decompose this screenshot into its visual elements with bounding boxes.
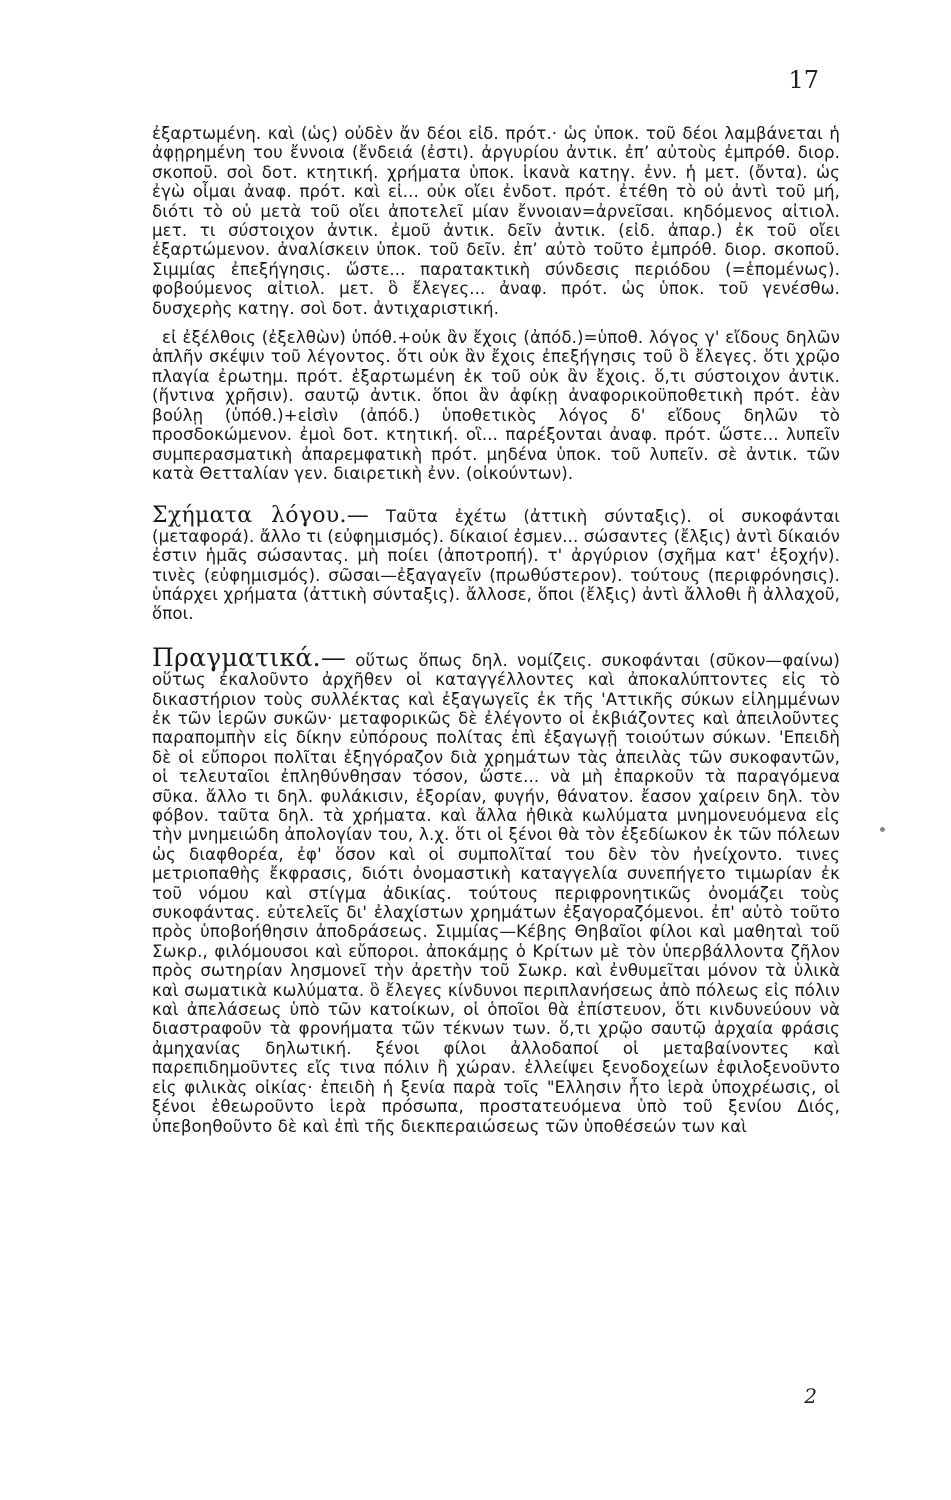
paragraph-syntax-1: ἐξαρτωμένη. καὶ (ὡς) οὐδὲν ἄν δέοι εἰδ. πρότ.· ὡς ὑποκ. τοῦ δέοι λαμβάνεται ἡ ἀφῃρημένη του ἔννοια (ἔνδειά (ἐστι). ἀργυρίου ἀντικ. ἐπ’ αὐτοὺς ἐμπρόθ. διορ. σκοποῦ. σοὶ δοτ. κτητική. χρήματα ὑποκ. ἱκανὰ κατηγ. ἐνν. ἡ μετ. (ὄντα). ὡς ἐγὼ οἶμαι ἀναφ. πρότ. καὶ εἰ... οὐκ οἴει ἐνδοτ. πρότ. ἐτέθη τὸ οὐ ἀντὶ τοῦ μή, διότι τὸ οὐ μετὰ τοῦ οἴει ἀποτελεῖ μίαν ἔννοιαν=ἀρνεῖσαι. κηδόμενος αἰτιολ. μετ. τι σύστοιχον ἀντικ. ἐμοῦ ἀντικ. δεῖν ἀντικ. (εἰδ. ἀπαρ.) ἐκ τοῦ οἴει ἐξαρτώμενον. ἀναλίσκειν ὑποκ. τοῦ δεῖν. ἐπ’ αὐτὸ τοῦτο ἐμπρόθ. διορ. σκοποῦ. Σιμμίας ἐπεξήγησις. ὥστε... παρατακτικὴ σύνδεσις περιόδου (=ἑπομένως). φοβούμενος αἰτιολ. μετ. ὃ ἔλεγες... ἀναφ. πρότ. ὡς ὑποκ. τοῦ γενέσθω. δυσχερὴς κατηγ. σοὶ δοτ. ἀντιχαριστική. xyxy=(152,124,840,318)
signature-mark: 2 xyxy=(804,1384,817,1408)
section-body-figures: Ταῦτα ἐχέτω (ἀττικὴ σύνταξις). οἱ συκοφάνται (μεταφορά). ἄλλο τι (εὐφημισμός). δίκαιοί ἐσμεν... σώσαντες (ἔλξις) ἀντὶ δίκαιόν ἐστιν ἡμᾶς σώσαντας. μὴ ποίει (ἀποτροπή). τ' ἀργύριον (σχῆμα κατ' ἐξοχήν). τινὲς (εὐφημισμός). σῶσαι—ἐξαγαγεῖν (πρωθύστερον). τούτους (περιφρόνησις). ὑπάρχει χρήματα (ἀττικὴ σύνταξις). ἄλλοσε, ὅποι (ἔλξις) ἀντὶ ἄλλοθι ἢ ἀλλαχοῦ, ὅποι. xyxy=(152,507,841,624)
section-heading-figures: Σχήματα λόγου.— xyxy=(152,503,370,529)
section-realia xyxy=(152,642,840,1136)
paragraph-syntax-2: εἰ ἐξέλθοις (ἐξελθὼν) ὑπόθ.+οὐκ ἂν ἔχοις (ἀπόδ.)=ὑποθ. λόγος γ' εἴδους δηλῶν ἁπλῆν σκέψιν τοῦ λέγοντος. ὅτι οὐκ ἂν ἔχοις ἐπεξήγησις τοῦ ὃ ἔλεγες. ὅτι χρῷο πλαγία ἐρωτημ. πρότ. ἐξαρτωμένη ἐκ τοῦ οὐκ ἂν ἔχοις. ὅ,τι σύστοιχον ἀντικ. (ἥντινα χρῆσιν). σαυτῷ ἀντικ. ὅποι ἂν ἀφίκῃ ἀναφορικοϋποθετικὴ πρότ. ἐὰν βούλῃ (ὑπόθ.)+εἰσὶν (ἀπόδ.) ὑποθετικὸς λόγος δ' εἴδους δηλῶν τὸ προσδοκώμενον. ἐμοὶ δοτ. κτητική. οἳ... παρέξονται ἀναφ. πρότ. ὥστε... λυπεῖν συμπερασματικὴ ἀπαρεμφατικὴ πρότ. μηδένα ὑποκ. τοῦ λυπεῖν. σὲ ἀντικ. τῶν κατὰ Θετταλίαν γεν. διαιρετικὴ ἐνν. (οἰκούντων). xyxy=(152,328,840,483)
margin-dot xyxy=(880,827,885,832)
section-heading-realia: Πραγματικά.— xyxy=(152,642,347,672)
text-block xyxy=(152,124,840,1136)
section-body-realia: οὕτως ὅπως δηλ. νομίζεις. συκοφάνται (σῦκον—φαίνω) οὕτως ἐκαλοῦντο ἀρχῆθεν οἱ καταγγέλλοντες καὶ ἀποκαλύπτοντες εἰς τὸ δικαστήριον τοὺς συλλέκτας καὶ ἐξαγωγεῖς ἐκ τῆς 'Αττικῆς σύκων εἰλημμένων ἐκ τῶν ἱερῶν συκῶν· μεταφορικῶς δὲ ἐλέγοντο οἱ ἐκβιάζοντες καὶ ἀπειλοῦντες παραπομπὴν εἰς δίκην εὐπόρους πολίτας ἐπὶ ἐξαγωγῇ τοιούτων σύκων. 'Επειδὴ δὲ οἱ εὔποροι πολῖται ἐξηγόραζον διὰ χρημάτων τὰς ἀπειλὰς τῶν συκοφαντῶν, οἱ τελευταῖοι ἐπληθύνθησαν τόσον, ὥστε... νὰ μὴ ἐπαρκοῦν τὰ παραγόμενα σῦκα. ἄλλο τι δηλ. φυλάκισιν, ἐξορίαν, φυγήν, θάνατον. ἔασον χαίρειν δηλ. τὸν φόβον. ταῦτα δηλ. τὰ χρήματα. καὶ ἄλλα ἠθικὰ κωλύματα μνημονευόμενα εἰς τὴν μνημειώδη ἀπολογίαν του, λ.χ. ὅτι οἱ ξένοι θὰ τὸν ἐξεδίωκον ἐκ τῶν πόλεων ὡς διαφθορέα, ἐφ' ὅσον καὶ οἱ συμπολῖταί του δὲν τὸν ἠνείχοντο. τινες μετριοπαθὴς ἔκφρασις, διότι ὀνομαστικὴ καταγγελία συνεπήγετο τιμωρίαν ἐκ τοῦ νόμου καὶ στίγμα ἀδικίας. τούτους περιφρονητικῶς ὀνομάζει τοὺς συκοφάντας. εὐτελεῖς δι' ἐλαχίστων χρημάτων ἐξαγοραζόμενοι. ἐπ' αὐτὸ τοῦτο πρὸς ὑποβοήθησιν ἀποδράσεως. Σιμμίας—Κέβης Θηβαῖοι φίλοι καὶ μαθηταὶ τοῦ Σωκρ., φιλόμουσοι καὶ εὔποροι. ἀποκάμῃς ὁ Κρίτων μὲ τὸν ὑπερβάλλοντα ζῆλον πρὸς σωτηρίαν λησμονεῖ τὴν ἀρετὴν τοῦ Σωκρ. καὶ ἐνθυμεῖται μόνον τὰ ὑλικὰ καὶ σωματικὰ κωλύματα. ὃ ἔλεγες κίνδυνοι περιπλανήσεως ἀπὸ πόλεως εἰς πόλιν καὶ ἀπελάσεως ὑπὸ τῶν κατοίκων, οἱ ὁποῖοι θὰ ἐπίστευον, ὅτι κινδυνεύουν νὰ διαστραφοῦν τὰ φρονήματα τῶν τέκνων των. ὅ,τι χρῷο σαυτῷ ἀρχαία φράσις ἀμηχανίας δηλωτική. ξένοι φίλοι ἀλλοδαποί οἱ μεταβαίνοντες καὶ παρεπιδημοῦντες εἴς τινα πόλιν ἢ χώραν. ἐλλείψει ξενοδοχείων ἐφιλοξενοῦντο εἰς φιλικὰς οἰκίας· ἐπειδὴ ἡ ξενία παρὰ τοῖς "Ελλησιν ἦτο ἱερὰ ὑποχρέωσις, οἱ ξένοι ἐθεωροῦντο ἱερὰ πρόσωπα, προστατευόμενα ὑπὸ τοῦ ξενίου Διός, ὑπεβοηθοῦντο δὲ καὶ ἐπὶ τῆς διεκπεραιώσεως τῶν ὑποθέσεών των καὶ xyxy=(152,650,840,1136)
page-number: 17 xyxy=(788,66,819,94)
section-figures-of-speech xyxy=(152,503,841,624)
